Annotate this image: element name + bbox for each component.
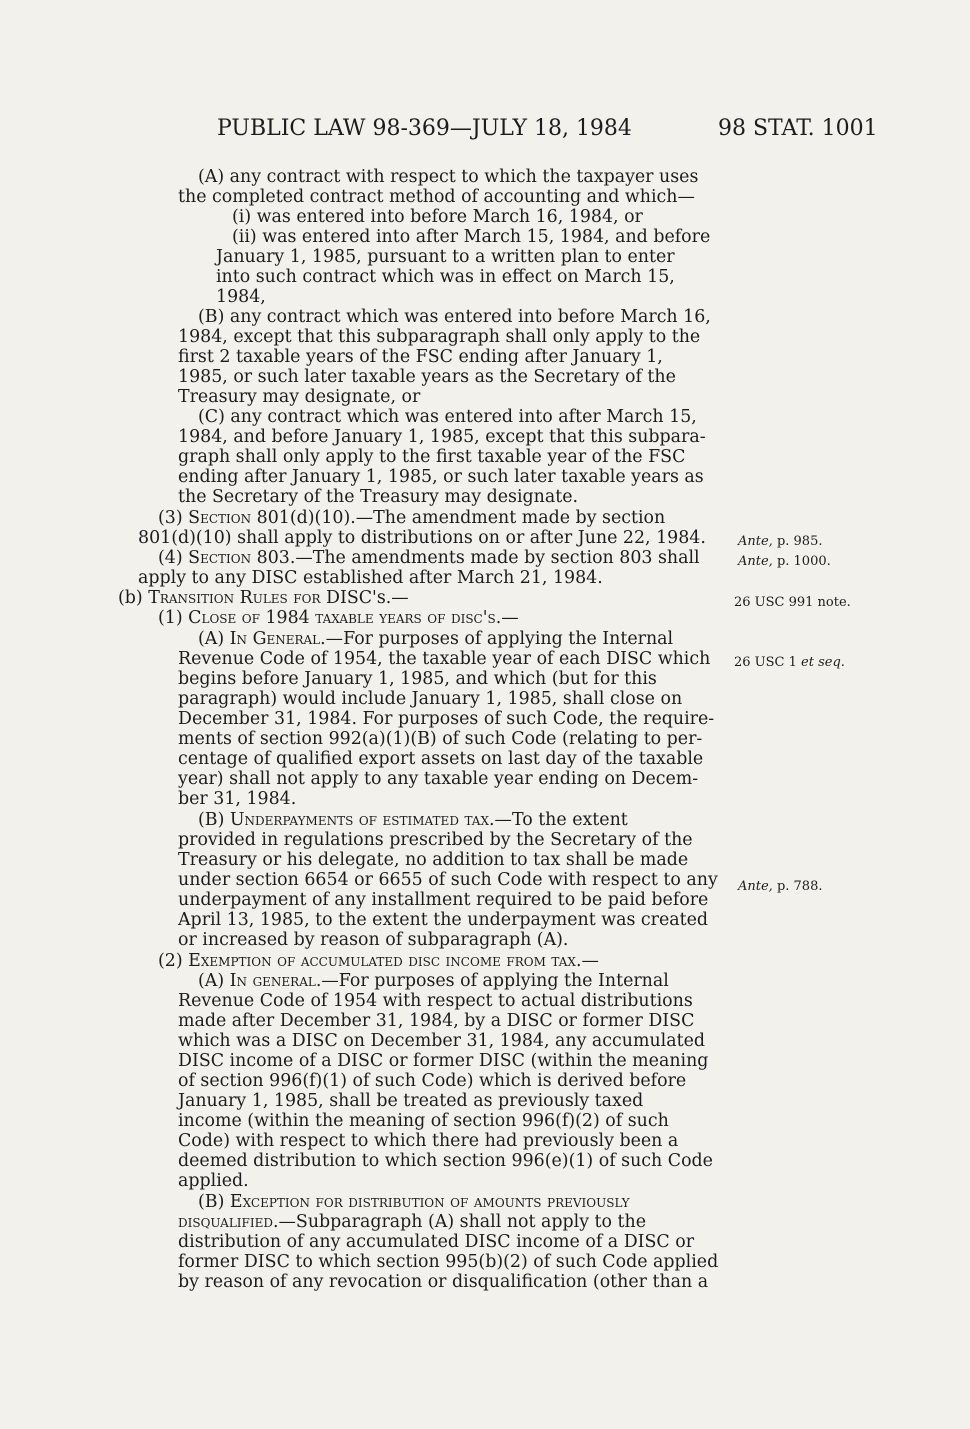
note-italic: et seq. xyxy=(801,655,845,670)
text-line: made after December 31, 1984, by a DISC or former DISC xyxy=(178,1011,695,1031)
text-line: begins before January 1, 1985, and which (but for this xyxy=(178,669,657,689)
line-prefix: (B) xyxy=(198,1192,230,1212)
line-prefix: (2) xyxy=(158,951,189,971)
text-line: April 13, 1985, to the extent the underpayment was created xyxy=(178,910,709,930)
text-line: first 2 taxable years of the FSC ending after January 1, xyxy=(178,347,663,367)
text-line: the Secretary of the Treasury may designate. xyxy=(178,487,579,507)
note-text: p. 788. xyxy=(772,879,823,894)
text-line: (ii) was entered into after March 15, 1984, and before xyxy=(232,227,711,247)
text-line: distribution of any accumulated DISC income of a DISC or xyxy=(178,1232,695,1252)
text-line: Revenue Code of 1954, the taxable year of each DISC which xyxy=(178,649,711,669)
note-text: p. 1000. xyxy=(772,554,831,569)
margin-note-cross-reference xyxy=(738,554,831,570)
text-line: (B) any contract which was entered into before March 16, xyxy=(198,307,711,327)
text-line: former DISC to which section 995(b)(2) of such Code applied xyxy=(178,1252,719,1272)
text-line: (i) was entered into before March 16, 1984, or xyxy=(232,207,643,227)
text-line: ber 31, 1984. xyxy=(178,789,297,809)
line-suffix: .—To the extent xyxy=(489,810,628,830)
section-heading-line xyxy=(198,971,669,991)
line-prefix: (1) xyxy=(158,608,189,628)
text-line: year) shall not apply to any taxable year ending on Decem- xyxy=(178,769,699,789)
section-heading-line xyxy=(158,548,700,568)
small-caps-heading: Close of 1984 taxable years of disc's xyxy=(188,608,496,628)
margin-note-usc-citation xyxy=(734,655,845,671)
text-line: which was a DISC on December 31, 1984, any accumulated xyxy=(178,1031,706,1051)
text-line: 1984, xyxy=(216,287,266,307)
section-heading-line xyxy=(178,1212,646,1232)
line-suffix: .—For purposes of applying the Internal xyxy=(320,629,674,649)
running-header-title: PUBLIC LAW 98-369—JULY 18, 1984 xyxy=(217,116,632,141)
text-line: graph shall only apply to the first taxable year of the FSC xyxy=(178,447,686,467)
text-line: DISC income of a DISC or former DISC (within the meaning xyxy=(178,1051,709,1071)
note-italic: Ante, xyxy=(738,534,773,549)
text-line: 1984, and before January 1, 1985, except that this subpara- xyxy=(178,427,706,447)
note-text: 26 USC 991 note. xyxy=(734,595,851,610)
text-line: the completed contract method of accounting and which— xyxy=(178,187,695,207)
note-text: 26 USC 1 xyxy=(734,655,802,670)
text-line: apply to any DISC established after March 21, 1984. xyxy=(138,568,603,588)
margin-note-cross-reference xyxy=(738,534,822,550)
line-suffix: DISC's.— xyxy=(320,588,409,608)
line-suffix: 801(d)(10).—The amendment made by section xyxy=(251,508,666,528)
section-heading-line xyxy=(198,810,628,830)
text-line: (C) any contract which was entered into after March 15, xyxy=(198,407,697,427)
note-italic: Ante, xyxy=(738,879,773,894)
text-line: of section 996(f)(1) of such Code) which is derived before xyxy=(178,1071,687,1091)
page-number: 98 STAT. 1001 xyxy=(718,116,878,141)
text-line: ending after January 1, 1985, or such later taxable years as xyxy=(178,467,704,487)
small-caps-heading: In General xyxy=(229,629,321,649)
text-line: 1985, or such later taxable years as the Secretary of the xyxy=(178,367,676,387)
text-line: applied. xyxy=(178,1171,249,1191)
text-line: under section 6654 or 6655 of such Code with respect to any xyxy=(178,870,718,890)
small-caps-heading: Section xyxy=(188,548,252,568)
text-line: January 1, 1985, pursuant to a written plan to enter xyxy=(216,247,675,267)
margin-note-cross-reference xyxy=(738,879,822,895)
small-caps-heading: Exception for distribution of amounts previously xyxy=(229,1192,630,1212)
small-caps-heading: disqualified xyxy=(178,1212,273,1232)
text-line: 801(d)(10) shall apply to distributions on or after June 22, 1984. xyxy=(138,528,706,548)
small-caps-heading: Underpayments of estimated tax xyxy=(229,810,490,830)
text-line: deemed distribution to which section 996(e)(1) of such Code xyxy=(178,1151,713,1171)
text-line: provided in regulations prescribed by the Secretary of the xyxy=(178,830,693,850)
line-prefix: (A) xyxy=(198,629,230,649)
text-line: underpayment of any installment required to be paid before xyxy=(178,890,709,910)
section-heading-line xyxy=(198,1192,630,1212)
text-line: into such contract which was in effect on March 15, xyxy=(216,267,675,287)
line-prefix: (4) xyxy=(158,548,189,568)
text-line: by reason of any revocation or disqualification (other than a xyxy=(178,1272,709,1292)
section-heading-line xyxy=(118,588,409,608)
text-line: income (within the meaning of section 996(f)(2) of such xyxy=(178,1111,669,1131)
text-line: (A) any contract with respect to which the taxpayer uses xyxy=(198,167,699,187)
line-suffix: 803.—The amendments made by section 803 shall xyxy=(251,548,700,568)
text-line: Revenue Code of 1954 with respect to actual distributions xyxy=(178,991,693,1011)
section-heading-line xyxy=(158,951,599,971)
section-heading-line xyxy=(158,608,519,628)
note-text: p. 985. xyxy=(772,534,823,549)
text-line: 1984, except that this subparagraph shall only apply to the xyxy=(178,327,701,347)
note-italic: Ante, xyxy=(738,554,773,569)
small-caps-heading: Transition Rules for xyxy=(148,588,321,608)
line-prefix: (A) xyxy=(198,971,230,991)
line-suffix: .—For purposes of applying the Internal xyxy=(315,971,669,991)
small-caps-heading: Section xyxy=(188,508,252,528)
section-heading-line xyxy=(158,508,665,528)
line-suffix: .— xyxy=(495,608,519,628)
text-line: Treasury or his delegate, no addition to tax shall be made xyxy=(178,850,689,870)
line-prefix: (3) xyxy=(158,508,189,528)
text-line: January 1, 1985, shall be treated as previously taxed xyxy=(178,1091,644,1111)
text-line: Code) with respect to which there had previously been a xyxy=(178,1131,679,1151)
text-line: or increased by reason of subparagraph (A). xyxy=(178,930,569,950)
small-caps-heading: Exemption of accumulated disc income from tax xyxy=(188,951,576,971)
small-caps-heading: In general xyxy=(229,971,316,991)
text-line: centage of qualified export assets on last day of the taxable xyxy=(178,749,704,769)
text-line: Treasury may designate, or xyxy=(178,387,421,407)
text-line: December 31, 1984. For purposes of such Code, the require- xyxy=(178,709,715,729)
line-prefix: (B) xyxy=(198,810,230,830)
section-heading-line xyxy=(198,629,673,649)
line-prefix: (b) xyxy=(118,588,149,608)
line-suffix: .—Subparagraph (A) shall not apply to the xyxy=(273,1212,647,1232)
margin-note-usc-citation xyxy=(734,595,851,611)
text-line: paragraph) would include January 1, 1985, shall close on xyxy=(178,689,683,709)
line-suffix: .— xyxy=(575,951,599,971)
text-line: ments of section 992(a)(1)(B) of such Code (relating to per- xyxy=(178,729,703,749)
